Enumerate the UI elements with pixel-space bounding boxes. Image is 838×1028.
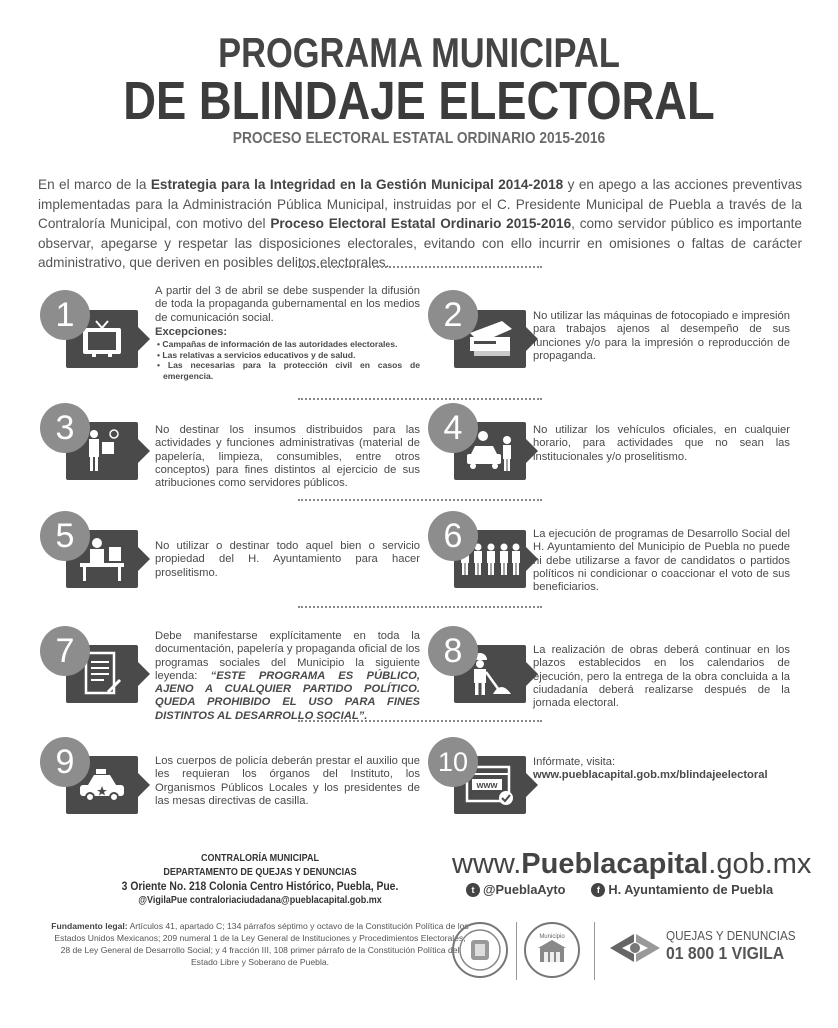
item-number: 3 bbox=[40, 403, 90, 453]
item-number: 6 bbox=[428, 511, 478, 561]
website-url[interactable]: www.Pueblacapital.gob.mx bbox=[452, 848, 812, 880]
item-number: 9 bbox=[40, 737, 90, 787]
item-10-text: Infórmate, visita: www.pueblacapital.gob.mx/blindajeelectoral bbox=[533, 756, 813, 783]
item-number: 1 bbox=[40, 290, 90, 340]
item-5-text: No utilizar o destinar todo aquel bien o servicio propiedad del H. Ayuntamiento para hacer proselitismo. bbox=[155, 540, 420, 579]
item-number: 10 bbox=[428, 737, 478, 787]
item-3-text: No destinar los insumos distribuidos para las actividades y funciones administrativas (material de papelería, limpieza, consumibles, entre otros conceptos) para fines distintos al ejercicio de sus atribuciones como servidores públicos. bbox=[155, 424, 420, 490]
divider bbox=[298, 606, 542, 608]
divider bbox=[298, 266, 542, 268]
twitter-icon: t bbox=[466, 883, 480, 897]
contraloria-info: CONTRALORÍA MUNICIPAL DEPARTAMENTO DE QUEJAS Y DENUNCIAS 3 Oriente No. 218 Colonia Centro Histórico, Puebla, Pue. @VigilaPue contraloriaciudadana@pueblacapital.gob.mx bbox=[89, 852, 431, 908]
seal-text: Municipio bbox=[539, 934, 565, 940]
item-number: 2 bbox=[428, 290, 478, 340]
legal-basis: Fundamento legal: Artículos 41, apartado C; 134 párrafos séptimo y octavo de la Constitución Política de los Estados Unidos Mexicanos; 209 numeral 1 de la Ley General de Instituciones y Procedimientos Electorales; 28 de Ley General de Desarrollo Social; y 4 fracción III, 108 primer párrafo de la Constitución Política del Estado Libre y Soberano de Puebla. bbox=[51, 921, 469, 967]
item-number: 8 bbox=[428, 626, 478, 676]
phone-number[interactable]: 01 800 1 VIGILA bbox=[666, 943, 785, 963]
item-8-text: La realización de obras deberá continuar en los plazos establecidos en los calendarios de ejecución, pero la entrega de la obra concluida a la ciudadanía deberá realizarse después de la jornada electoral. bbox=[533, 644, 790, 710]
item-9-text: Los cuerpos de policía deberán prestar el auxilio que les requieran los órganos del Instituto, los Organismos Públicos Locales y los presidentes de las mesas directivas de casilla. bbox=[155, 755, 420, 807]
divider bbox=[298, 499, 542, 501]
item-number: 7 bbox=[40, 626, 90, 676]
item-7-text: Debe manifestarse explícitamente en toda la documentación, papelería y propaganda oficial de los programas sociales del Municipio la siguiente leyenda: “ESTE PROGRAMA ES PÚBLICO, AJENO A CUALQUIER PARTIDO POLÍTICO. QUEDA PROHIBIDO EL USO PARA FINES DISTINTOS AL DESARROLLO SOCIAL”. bbox=[155, 630, 420, 722]
item-4-text: No utilizar los vehículos oficiales, en cualquier horario, para actividades que no sean las institucionales y/o proselitismo. bbox=[533, 424, 790, 463]
facebook-icon: f bbox=[591, 883, 605, 897]
www-label: www bbox=[476, 780, 498, 790]
divider bbox=[298, 720, 542, 722]
separator bbox=[516, 922, 517, 980]
intro-paragraph: En el marco de la Estrategia para la Integridad en la Gestión Municipal 2014-2018 y en apego a las acciones preventivas implementadas para la Administración Pública Municipal, instruidas por el C. Presidente Municipal de Puebla a través de la Contraloría Municipal, con motivo del Proceso Electoral Estatal Ordinario 2015-2016, como servidor público es importante observar, apegarse y respetar las disposiciones electorales, evitando con ello incurrir en omisiones o faltas de carácter administrativo, que deriven en posibles delitos electorales. bbox=[38, 177, 803, 270]
blindaje-link[interactable]: www.pueblacapital.gob.mx/blindajeelectoral bbox=[533, 769, 768, 782]
vigila-logo-icon bbox=[608, 930, 662, 971]
item-1-text: A partir del 3 de abril se debe suspender la difusión de toda la propaganda gubernamental en los medios de comunicación social. Excepciones: • Campañas de información de las autoridades electorales. • Las relativas a servicios educativos y de salud. • Las necesarias para la protección civil en casos de emergencia. bbox=[155, 285, 420, 381]
item-number: 5 bbox=[40, 511, 90, 561]
title-line2: DE BLINDAJE ELECTORAL bbox=[123, 71, 715, 131]
quejas-label: QUEJAS Y DENUNCIAS bbox=[666, 928, 796, 943]
divider bbox=[298, 398, 542, 400]
facebook-page[interactable]: H. Ayuntamiento de Puebla bbox=[608, 882, 774, 897]
social-links bbox=[466, 882, 773, 897]
subtitle: PROCESO ELECTORAL ESTATAL ORDINARIO 2015-2016 bbox=[232, 130, 606, 147]
item-2-text: No utilizar las máquinas de fotocopiado e impresión para trabajos ajenos al desempeño de sus funciones y/o para la impresión o reproducción de propaganda. bbox=[533, 310, 790, 362]
item-number: 4 bbox=[428, 403, 478, 453]
municipio-seal-icon bbox=[524, 922, 580, 978]
separator bbox=[594, 922, 595, 980]
title-line1: PROGRAMA MUNICIPAL bbox=[218, 29, 620, 76]
state-seal-icon bbox=[452, 922, 508, 978]
item-6-text: La ejecución de programas de Desarrollo Social del H. Ayuntamiento del Municipio de Puebla no puede ni debe utilizarse a favor de candidatos o partidos políticos ni condicionar o coaccionar el voto de sus beneficiarios. bbox=[533, 528, 790, 594]
contact-line[interactable]: @VigilaPue contraloriaciudadana@pueblacapital.gob.mx bbox=[138, 895, 382, 906]
twitter-handle[interactable]: @PueblaAyto bbox=[483, 882, 566, 897]
